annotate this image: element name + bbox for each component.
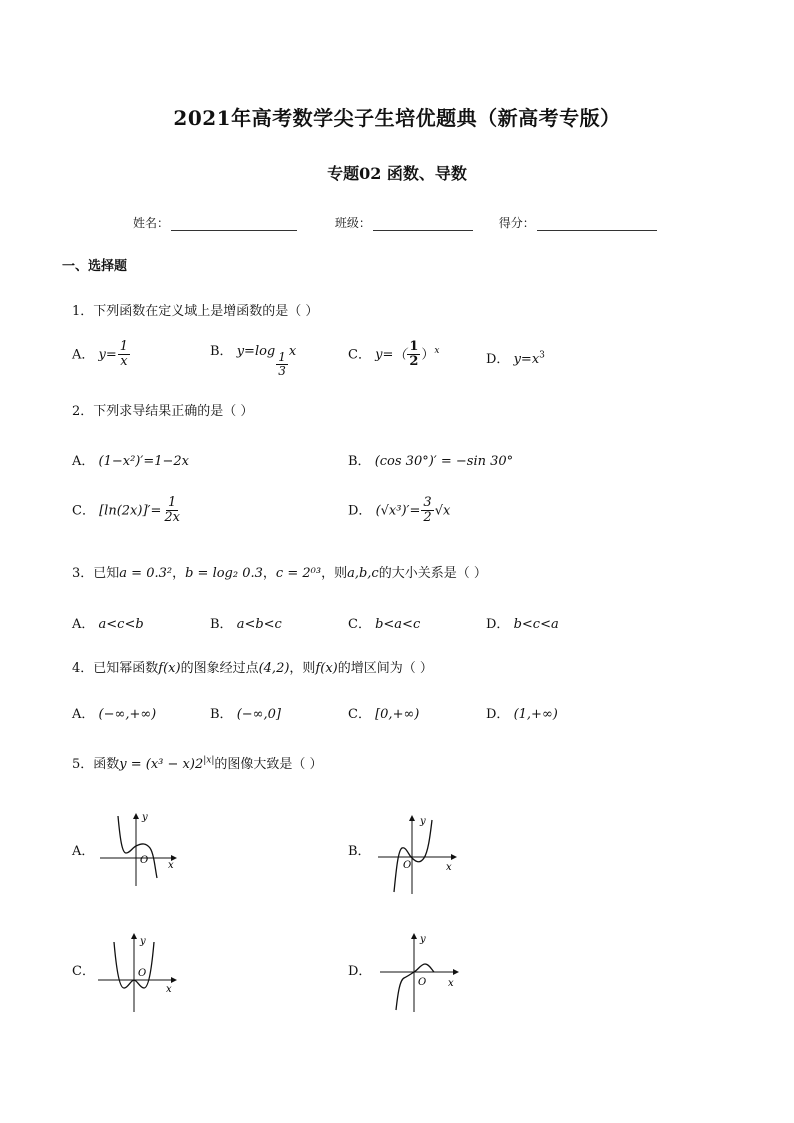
question-4-option-c: C． [0,+∞) [348, 707, 420, 722]
class-label: 班级： [334, 216, 371, 230]
y-axis-label: y [140, 936, 146, 947]
question-5-option-a-label: A． [72, 844, 95, 859]
question-2-option-d: D． (√x³)′= $\frac{3}{2}$ √x [348, 495, 451, 526]
question-1-option-d: D． $y=x^3$ [486, 350, 545, 367]
origin-label: O [138, 968, 147, 979]
option-label: B． [210, 344, 233, 359]
option-expr: (1−x²)′=1−2x [98, 454, 189, 469]
option-expr: (√x³)′= [375, 503, 421, 519]
origin-label: O [403, 860, 412, 871]
score-label: 得分： [498, 216, 535, 230]
option-expr: y=x [513, 352, 540, 367]
y-axis-label: y [420, 816, 426, 827]
question-3-stem: 3．已知a = 0.3²，b = log₂ 0.3，c = 2⁰³，则a,b,c的大小关系是（ ） [72, 566, 487, 581]
question-2-option-c [72, 496, 183, 526]
question-1-option-b: B． y=log $\frac{1}{3}$ x [210, 344, 297, 379]
option-expr: y=log [236, 344, 276, 359]
question-5-option-d-label: D． [348, 964, 372, 979]
origin-label: O [140, 855, 149, 866]
question-3-option-b: B． a<b<c [210, 617, 282, 632]
curve [394, 820, 432, 892]
question-3-option-a: A． a<c<b [72, 617, 144, 632]
option-expr: y=（ [375, 347, 407, 363]
question-5-option-b-label: B． [348, 844, 371, 859]
question-4-option-b: B． (−∞,0] [210, 707, 281, 722]
option-label: B． [348, 454, 371, 469]
curve [396, 964, 434, 1010]
question-2-stem: 2．下列求导结果正确的是（ ） [72, 404, 254, 419]
x-axis-label: x [168, 860, 174, 871]
question-2-option-b [348, 450, 513, 469]
name-blank [171, 216, 297, 231]
fraction: $\frac{1}{3}$ [278, 350, 286, 379]
name-label: 姓名： [133, 216, 170, 230]
x-axis-label: x [166, 984, 172, 995]
curve [118, 816, 157, 878]
graph-option-d [378, 930, 468, 1015]
score-blank [537, 216, 657, 231]
question-1-option-c: C． y=（ $\frac{1}{2}$ ）$^x$ [348, 339, 440, 370]
question-5-option-c-label: C． [72, 964, 95, 979]
fraction: $\frac{1}{2x}$ [164, 495, 180, 526]
score-field [499, 214, 657, 231]
class-blank [373, 216, 473, 231]
page-title: 2021年高考数学尖子生培优题典（新高考专版） [173, 106, 621, 130]
y-axis-label: y [420, 934, 426, 945]
option-expr: (cos 30°)′ = −sin 30° [374, 454, 514, 469]
question-5-stem: 5．函数$y = (x^3 - x)2^{|x|}$的图像大致是（ ） [72, 755, 323, 772]
graph-option-c [96, 930, 186, 1015]
question-3-option-c: C． b<a<c [348, 617, 421, 632]
option-expr: y= [98, 347, 117, 363]
question-4-option-a: A． (−∞,+∞) [72, 707, 157, 722]
graph-option-b [376, 812, 466, 897]
option-label: A． [72, 347, 95, 363]
question-4-option-d: D． (1,+∞) [486, 707, 558, 722]
question-2-option-a [72, 450, 189, 469]
question-4-stem: 4．已知幂函数f(x)的图象经过点(4,2)，则f(x)的增区间为（ ） [72, 661, 433, 676]
y-axis-label: y [142, 812, 148, 823]
student-info-fields [133, 214, 679, 231]
option-label: C． [72, 503, 95, 519]
section-heading: 一、选择题 [62, 259, 128, 274]
fraction: $\frac{3}{2}$ [423, 495, 432, 526]
x-axis-label: x [446, 862, 452, 873]
option-label: C． [348, 347, 371, 363]
class-field [335, 214, 473, 231]
option-expr: [ln(2x)]′= [99, 503, 162, 519]
option-label: A． [72, 454, 95, 469]
graph-option-a [98, 808, 188, 888]
origin-label: O [418, 977, 427, 988]
option-label: D． [486, 352, 510, 367]
option-label: D． [348, 503, 372, 519]
x-axis-label: x [448, 978, 454, 989]
fraction: $\frac{1}{2}$ [409, 339, 419, 370]
question-3-option-d: D． b<c<a [486, 617, 559, 632]
page-subtitle: 专题02 函数、导数 [327, 164, 467, 183]
question-1-stem: 1．下列函数在定义域上是增函数的是（ ） [72, 304, 319, 319]
question-1-option-a [72, 340, 131, 370]
name-field [133, 214, 297, 231]
fraction: $\frac{1}{x}$ [119, 339, 129, 370]
